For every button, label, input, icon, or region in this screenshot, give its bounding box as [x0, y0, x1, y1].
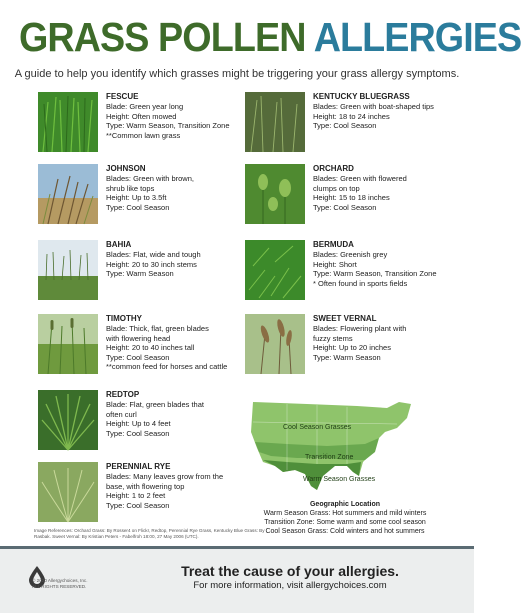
timothy-photo: [38, 314, 98, 374]
grass-detail: Blades: Green with brown,: [106, 174, 194, 183]
grass-card-kentucky-bluegrass: [245, 92, 475, 162]
grass-name: REDTOP: [106, 390, 140, 399]
grass-detail: clumps on top: [313, 183, 360, 193]
copyright-line: © 2020 Allergychoices, Inc.: [32, 578, 88, 583]
grass-detail: Type: Warm Season: [313, 352, 381, 362]
grass-detail: Height: 1 to 2 feet: [106, 491, 166, 501]
map-label-transition: Transition Zone: [305, 454, 354, 461]
us-grass-zone-map: [247, 398, 417, 498]
grass-detail: Type: Cool Season: [106, 202, 170, 212]
copyright: [32, 578, 112, 590]
grass-detail: Height: Up to 4 feet: [106, 419, 171, 429]
grass-card-johnson: [38, 164, 268, 234]
grass-detail: * Often found in sports fields: [313, 278, 408, 288]
grass-detail: Blade: Green year long: [106, 102, 184, 111]
grass-name: JOHNSON: [106, 164, 146, 173]
grass-detail: Type: Warm Season, Transition Zone: [106, 121, 230, 131]
grass-detail: Type: Cool Season: [106, 428, 170, 438]
grass-detail: Height: Short: [313, 259, 357, 269]
grass-detail: Blades: Greenish grey: [313, 250, 388, 259]
orchard-photo: [245, 164, 305, 224]
kentucky-bluegrass-photo: [245, 92, 305, 152]
grass-name: ORCHARD: [313, 164, 354, 173]
legend-line: Cool Season Grass: Cold winters and hot summers: [265, 528, 425, 535]
legend-line: Transition Zone: Some warm and some cool season: [264, 519, 426, 526]
grass-name: SWEET VERNAL: [313, 314, 377, 323]
grass-detail: Height: 15 to 18 inches: [313, 193, 390, 203]
grass-detail: Blade: Thick, flat, green blades: [106, 324, 209, 333]
grass-card-bermuda: [245, 240, 475, 310]
grass-card-sweet-vernal: [245, 314, 475, 384]
grass-detail: shrub like tops: [106, 183, 155, 193]
grass-detail: Type: Warm Season, Transition Zone: [313, 269, 437, 279]
footer-website-link[interactable]: For more information, visit allergychoices.com: [193, 580, 387, 591]
fescue-photo: [38, 92, 98, 152]
grass-detail: **Common lawn grass: [106, 130, 181, 140]
grass-detail: with flowering head: [106, 333, 171, 343]
grass-card-perennial-rye: [38, 462, 268, 532]
grass-detail: Height: Often mowed: [106, 111, 177, 121]
grass-detail: Height: Up to 20 inches: [313, 343, 391, 353]
grass-detail: Blades: Green with flowered: [313, 174, 407, 183]
grass-name: KENTUCKY BLUEGRASS: [313, 92, 410, 101]
grass-detail: Height: 20 to 40 inches tall: [106, 343, 195, 353]
grass-detail: Type: Cool Season: [106, 352, 170, 362]
grass-name: BERMUDA: [313, 240, 354, 249]
bahia-photo: [38, 240, 98, 300]
grass-detail: Blade: Flat, green blades that: [106, 400, 204, 409]
grass-detail: **common feed for horses and cattle: [106, 362, 228, 372]
map-legend: [250, 500, 440, 536]
grass-detail: often curl: [106, 409, 137, 419]
title-part-allergies: ALLERGIES: [313, 14, 521, 60]
grass-name: TIMOTHY: [106, 314, 142, 323]
grass-detail: Height: Up to 3.5ft: [106, 193, 167, 203]
grass-card-orchard: [245, 164, 475, 234]
map-label-warm: Warm Season Grasses: [303, 476, 376, 483]
page-subtitle: A guide to help you identify which grasses might be triggering your grass allergy symptoms.: [14, 68, 460, 80]
grass-detail: Type: Cool Season: [313, 202, 377, 212]
grass-card-bahia: [38, 240, 268, 310]
grass-detail: fuzzy stems: [313, 333, 353, 343]
grass-card-timothy: [38, 314, 268, 384]
image-references: Image References: Orchard Grass: By Rosser4 on Flickr, Redtop, Perennial Rye Grass, Kentucky Blue Grass: By Rasbak. Sweet Vernal: By Kristian Peters - Fabelfroh 18:00, 27 May 2006 (UTC).: [34, 528, 265, 539]
perennial-rye-photo: [38, 462, 98, 522]
grass-name: FESCUE: [106, 92, 139, 101]
grass-detail: Blades: Many leaves grow from the: [106, 472, 224, 481]
grass-name: BAHIA: [106, 240, 132, 249]
grass-detail: Height: 18 to 24 inches: [313, 111, 390, 121]
grass-card-fescue: [38, 92, 268, 162]
title-part-grass-pollen: GRASS POLLEN: [18, 14, 306, 60]
grass-detail: Type: Cool Season: [313, 121, 377, 131]
page-title: [18, 14, 521, 60]
footer-headline: Treat the cause of your allergies.: [181, 563, 399, 579]
legend-line: Warm Season Grass: Hot summers and mild winters: [263, 510, 427, 517]
bermuda-photo: [245, 240, 305, 300]
redtop-photo: [38, 390, 98, 450]
grass-detail: base, with flowering top: [106, 481, 185, 491]
grass-detail: Blades: Green with boat-shaped tips: [313, 102, 434, 111]
grass-detail: Type: Cool Season: [106, 500, 170, 510]
footer-cta: [140, 563, 440, 593]
johnson-photo: [38, 164, 98, 224]
grass-detail: Blades: Flat, wide and tough: [106, 250, 201, 259]
grass-detail: Height: 20 to 30 inch stems: [106, 259, 197, 269]
sweet-vernal-photo: [245, 314, 305, 374]
grass-name: PERENNIAL RYE: [106, 462, 171, 471]
grass-detail: Type: Warm Season: [106, 269, 174, 279]
grass-card-redtop: [38, 390, 268, 460]
legend-heading: Geographic Location: [309, 501, 380, 508]
grass-detail: Blades: Flowering plant with: [313, 324, 407, 333]
copyright-line: ALL RIGHTS RESERVED.: [32, 583, 87, 589]
map-label-cool: Cool Season Grasses: [283, 424, 352, 431]
